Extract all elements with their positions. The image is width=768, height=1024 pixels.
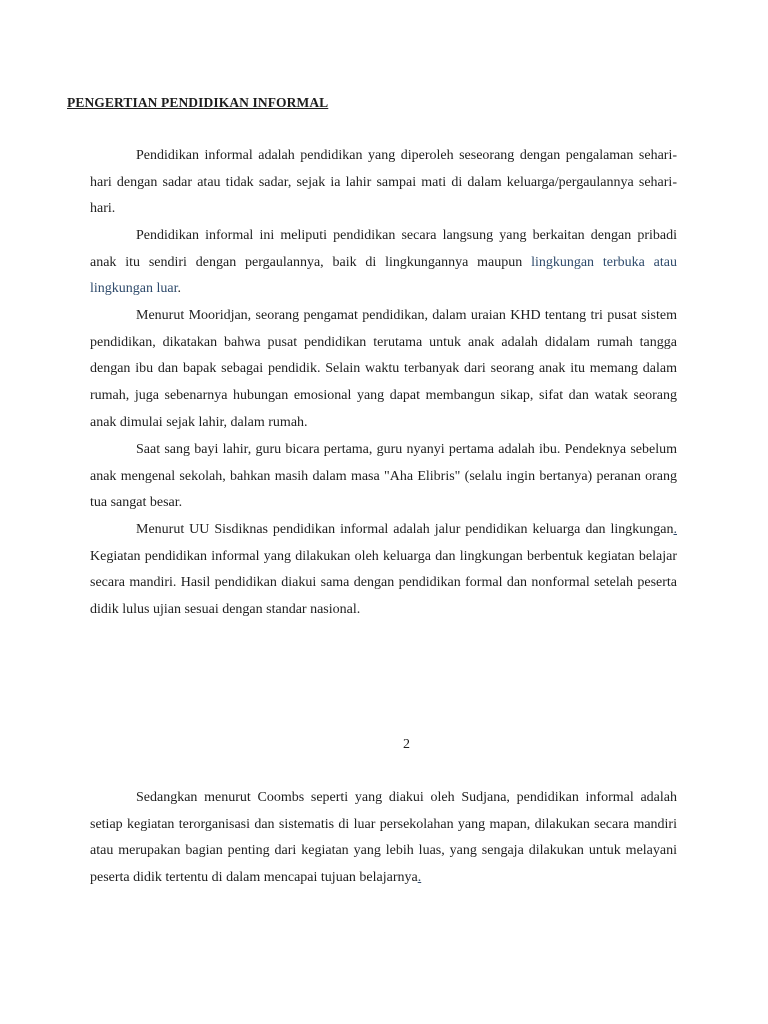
paragraph-4: Saat sang bayi lahir, guru bicara pertama, guru nyanyi pertama adalah ibu. Pendeknya sebelum anak mengenal sekolah, bahkan masih dalam masa "Aha Elibris" (selalu ingin bertanya) peranan orang tua sangat besar. (90, 442, 677, 511)
paragraph-5-rest: Kegiatan pendidikan informal yang dilakukan oleh keluarga dan lingkungan berbentuk kegiatan belajar secara mandiri. Hasil pendidikan diakui sama dengan pendidikan formal dan nonformal setelah peserta didik lulus ujian sesuai dengan standar nasional. (90, 548, 677, 618)
paragraph-5 (90, 517, 677, 624)
page-number: 2 (403, 737, 410, 752)
paragraph-5-mark: . (673, 522, 677, 537)
paragraph-6-text: Sedangkan menurut Coombs seperti yang diakui oleh Sudjana, pendidikan informal adalah setiap kegiatan terorganisasi dan sistematis di luar persekolahan yang mapan, dilakukan secara mandiri atau merupakan bagian penting dari kegiatan yang lebih luas, yang sengaja dilakukan untuk melayani peserta didik tertentu di dalam mencapai tujuan belajarnya (90, 790, 677, 886)
paragraph-6 (90, 785, 677, 892)
paragraph-6-mark: . (417, 870, 422, 886)
paragraph-5-start: Menurut UU Sisdiknas pendidikan informal adalah jalur pendidikan keluarga dan lingkungan (136, 522, 674, 537)
paragraph-2 (90, 223, 677, 303)
paragraph-2-text: Pendidikan informal ini meliputi pendidikan secara langsung yang berkaitan dengan pribadi anak itu sendiri dengan pergaulannya, baik di lingkungannya maupun (90, 228, 677, 270)
document-title: PENGERTIAN PENDIDIKAN INFORMAL (67, 95, 329, 110)
paragraph-3: Menurut Mooridjan, seorang pengamat pendidikan, dalam uraian KHD tentang tri pusat sistem pendidikan, dikatakan bahwa pusat pendidikan terutama untuk anak adalah didalam rumah tangga dengan ibu dan bapak sebagai pendidik. Selain waktu terbanyak dari seorang anak itu memang dalam rumah, juga sebenarnya hubungan emosional yang dapat membangun sikap, sifat dan watak seorang anak dimulai sejak lahir, dalam rumah. (90, 308, 677, 430)
paragraph-2-link-text: lingkungan terbuka atau lingkungan luar (90, 254, 677, 297)
paragraph-2-end: . (177, 281, 181, 297)
paragraph-1: Pendidikan informal adalah pendidikan yang diperoleh seseorang dengan pengalaman sehari-hari dengan sadar atau tidak sadar, sejak ia lahir sampai mati di dalam keluarga/pergaulannya sehari-hari. (90, 148, 677, 217)
